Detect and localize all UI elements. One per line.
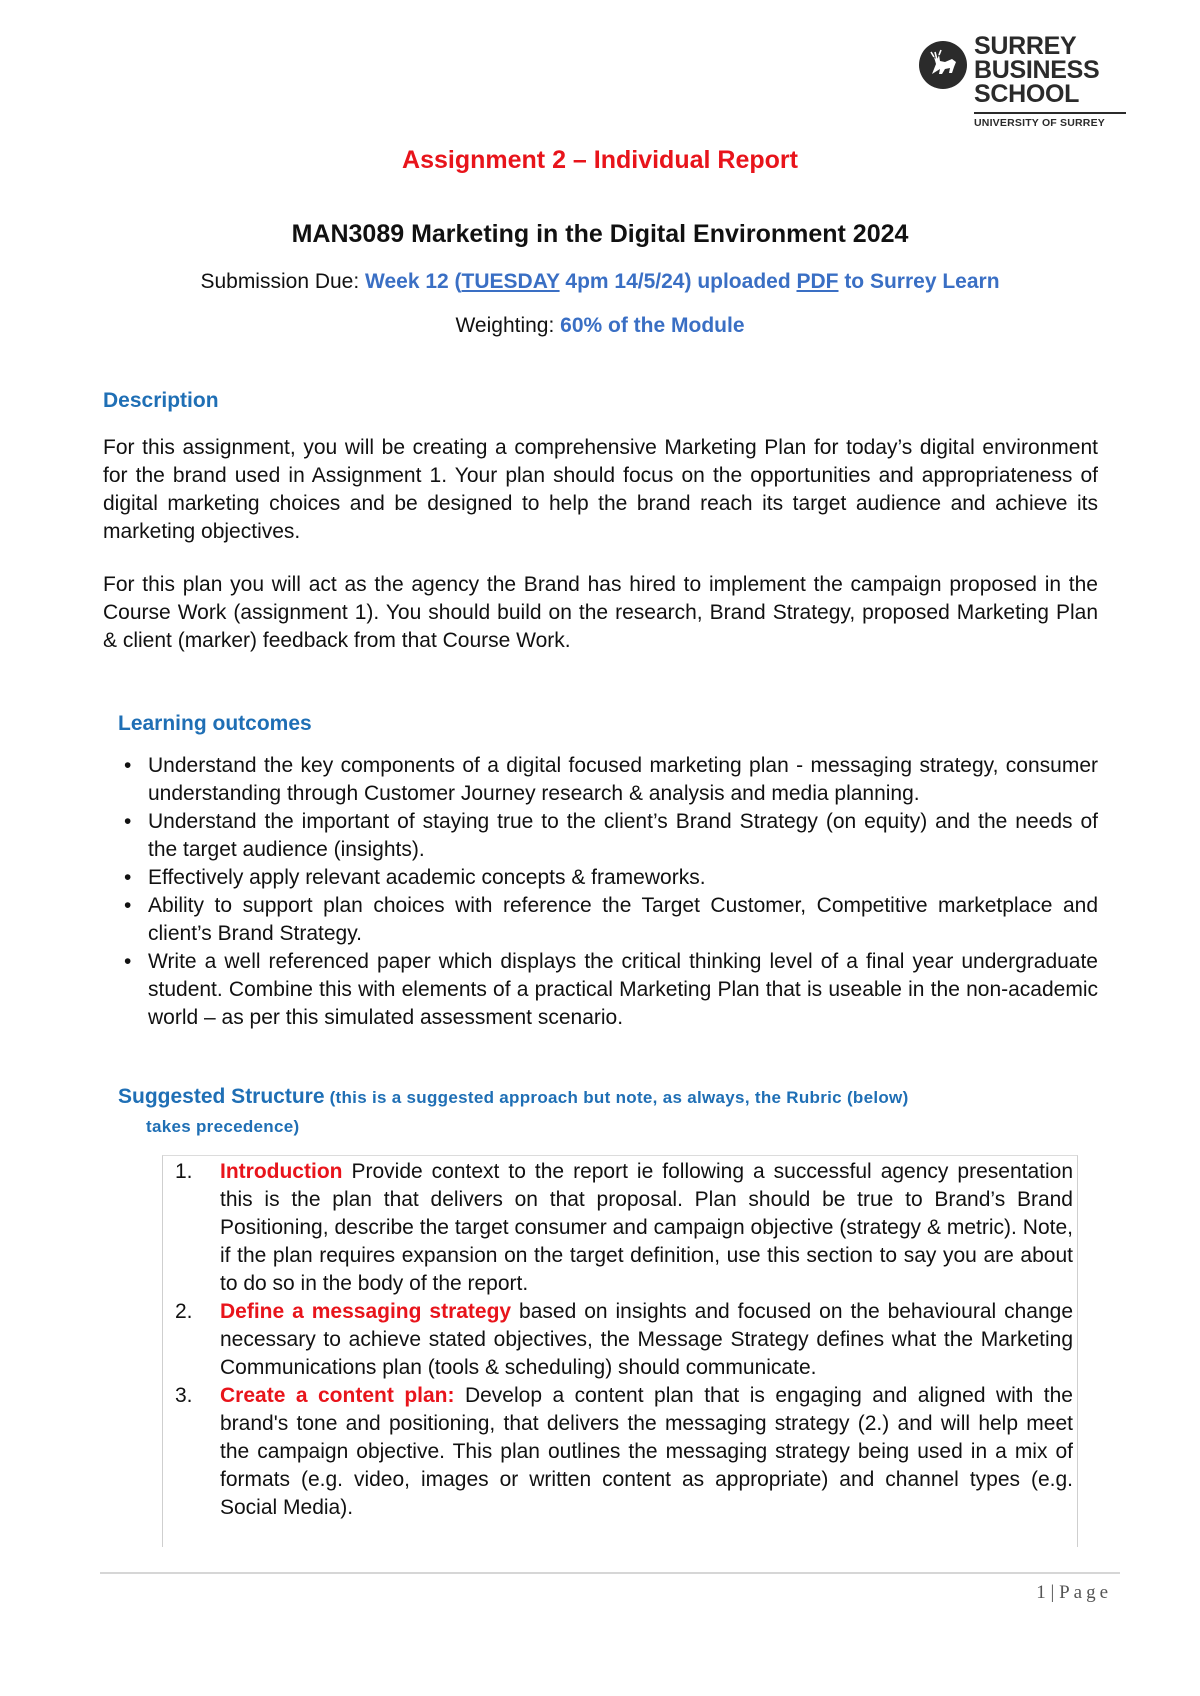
page-number [1036, 1582, 1112, 1604]
suggested-structure-heading [118, 1083, 1098, 1141]
weighting-value: 60% of the Module [560, 314, 745, 337]
footer-divider [100, 1572, 1120, 1574]
item-text: Develop a content plan that is engaging and aligned with the brand's tone and positioning, that delivers the messaging strategy (2.) and will help meet the campaign objective. This plan outlines the messaging strategy being used in a mix of formats (e.g. video, images or written content as appropriate) and channel types (e.g. Social Media). [220, 1384, 1073, 1519]
description-paragraph-2: For this plan you will act as the agency the Brand has hired to implement the campaign proposed in the Course Work (assignment 1). You should build on the research, Brand Strategy, proposed Marketing Plan & client (marker) feedback from that Course Work. [103, 573, 1098, 652]
bullet-icon: • [124, 754, 132, 777]
list-item: • Understand the important of staying true to the client’s Brand Strategy (on equity) and the needs of the target audience (insights). [124, 810, 1098, 861]
item-text: based on insights and focused on the behavioural change necessary to achieve stated objectives, the Message Strategy defines what the Marketing Communications plan (tools & scheduling) should communicate. [220, 1300, 1073, 1379]
bullet-icon: • [124, 950, 132, 973]
list-item [175, 1382, 1073, 1522]
stag-emblem-icon [918, 40, 968, 90]
submission-platform: to Surrey Learn [838, 270, 1000, 293]
page-number-label: Page [1059, 1582, 1112, 1603]
logo-text-business: BUSINESS [974, 56, 1100, 84]
description-heading: Description [103, 389, 219, 412]
course-title: MAN3089 Marketing in the Digital Environment 2024 [291, 220, 909, 248]
bullet-icon: • [124, 894, 132, 917]
submission-time: 4pm 14/5/24) uploaded [559, 270, 797, 293]
bullet-icon: • [124, 866, 132, 889]
item-number: 1. [175, 1160, 193, 1183]
submission-format: PDF [796, 270, 839, 293]
suggested-structure-note-2: takes precedence) [146, 1117, 300, 1136]
structure-list [175, 1158, 1073, 1522]
learning-outcomes-list [118, 752, 1098, 1032]
logo-text-surrey: SURREY [974, 32, 1077, 60]
list-item: • Ability to support plan choices with reference the Target Customer, Competitive marketplace and client’s Brand Strategy. [124, 894, 1098, 945]
suggested-structure-title: Suggested Structure [118, 1085, 325, 1108]
list-item [175, 1158, 1073, 1298]
submission-day: TUESDAY [461, 270, 560, 293]
list-item [175, 1298, 1073, 1382]
item-text: Provide context to the report ie following a successful agency presentation this is the plan that delivers on that proposal. Plan should be true to Brand’s Brand Positioning, describe the target consumer and campaign objective (strategy & metric). Note, if the plan requires expansion on the target definition, use this section to say you are about to do so in the body of the report. [220, 1160, 1073, 1295]
logo-text-school: SCHOOL [974, 80, 1080, 108]
logo-subline: UNIVERSITY OF SURREY [974, 117, 1105, 129]
list-item: • Understand the key components of a digital focused marketing plan - messaging strategy, consumer understanding through Customer Journey research & analysis and media planning. [124, 754, 1098, 805]
weighting [100, 314, 1100, 338]
submission-week: Week 12 ( [365, 270, 462, 293]
surrey-business-school-logo [918, 34, 1128, 130]
description-paragraph-1: For this assignment, you will be creating a comprehensive Marketing Plan for today’s digital environment for the brand used in Assignment 1. Your plan should focus on the opportunities and appropriateness of digital marketing choices and be designed to help the brand reach its target audience and achieve its marketing objectives. [103, 436, 1098, 543]
item-title: Create a content plan: [220, 1384, 455, 1407]
submission-label: Submission Due: [200, 270, 366, 293]
learning-outcomes-heading: Learning outcomes [118, 712, 312, 735]
assignment-title: Assignment 2 – Individual Report [402, 146, 798, 174]
submission-due [100, 270, 1100, 294]
logo-divider [974, 112, 1126, 114]
item-title: Define a messaging strategy [220, 1300, 512, 1323]
list-item: • Effectively apply relevant academic concepts & frameworks. [118, 864, 1098, 892]
item-number: 3. [175, 1384, 193, 1407]
page-number-separator: | [1045, 1582, 1060, 1603]
page-number-value: 1 [1036, 1582, 1046, 1603]
list-item: • Write a well referenced paper which displays the critical thinking level of a final year undergraduate student. Combine this with elements of a practical Marketing Plan that is useable in the non-academic world – as per this simulated assessment scenario. [124, 950, 1098, 1029]
item-number: 2. [175, 1300, 193, 1323]
bullet-icon: • [124, 810, 132, 833]
suggested-structure-note: (this is a suggested approach but note, as always, the Rubric (below) [324, 1088, 909, 1107]
item-title: Introduction [220, 1160, 343, 1183]
weighting-label: Weighting: [455, 314, 561, 337]
